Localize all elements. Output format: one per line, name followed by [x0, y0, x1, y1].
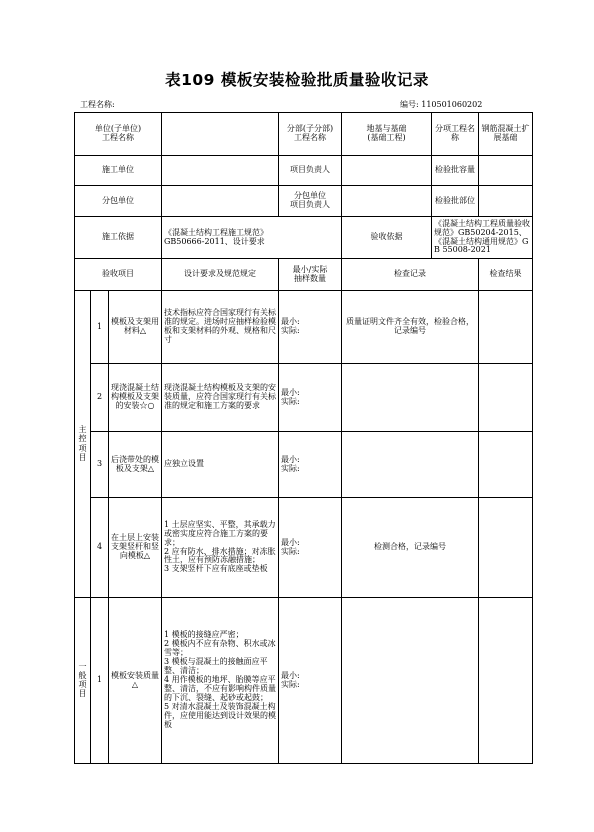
col-record-header: 检查记录: [342, 259, 479, 291]
item-requirement: 1 模板的接缝应严密； 2 模板内不应有杂物、积水或冰雪等； 3 模板与混凝土的接触面应平整、清洁； 4 用作模板的地坪、胎膜等应平整、清洁，不应有影响构件质量的下沉、裂缝、起砂或起鼓； 5 对清水混凝土及装饰混凝土构件，应使用能达到设计效果的模板: [162, 598, 279, 764]
subcontract-unit-label: 分包单位: [75, 186, 162, 217]
acceptance-table: [74, 112, 533, 764]
item-requirement: 现浇混凝土结构模板及支架的安装质量，应符合国家现行有关标准的规定和施工方案的要求: [162, 364, 279, 432]
item-number: 1: [91, 291, 109, 364]
check-result[interactable]: [479, 364, 533, 432]
sample-count[interactable]: 最小: 实际:: [279, 598, 342, 764]
check-result[interactable]: [479, 432, 533, 498]
item-requirement: 技术指标应符合国家现行有关标准的规定。进场时应抽样检验模板和支架材料的外观、规格和尺寸: [162, 291, 279, 364]
check-result[interactable]: [479, 498, 533, 598]
sample-count[interactable]: 最小: 实际:: [279, 291, 342, 364]
main-control-group-label: 主控项目: [75, 291, 91, 598]
table-row: [75, 498, 533, 598]
basis-value: 《混凝土结构工程施工规范》 GB50666-2011、设计要求: [162, 217, 342, 259]
item-requirement: 应独立设置: [162, 432, 279, 498]
sample-count[interactable]: 最小: 实际:: [279, 432, 342, 498]
unit-project-label: 单位(子单位) 工程名称: [75, 113, 162, 156]
item-name: 模板安装质量△: [109, 598, 162, 764]
item-name: 在土层上安装支架竖杆和竖向模板△: [109, 498, 162, 598]
acceptance-basis-value: 《混凝土结构工程质量验收规范》GB50204-2015、《混凝土结构通用规范》GB 55008-2021: [432, 217, 533, 259]
item-name: 模板及支架用材料△: [109, 291, 162, 364]
col-item-header: 验收项目: [75, 259, 162, 291]
sub-project-value: 地基与基础 (基础工程): [342, 113, 432, 156]
project-lead-label: 项目负责人: [279, 156, 342, 186]
page-title: 表109 模板安装检验批质量验收记录: [165, 71, 429, 89]
item-project-label: 分项工程名称: [432, 113, 479, 156]
sub-project-label: 分部(子分部) 工程名称: [279, 113, 342, 156]
check-record[interactable]: [342, 432, 479, 498]
batch-location-label: 检验批部位: [432, 186, 479, 217]
batch-location-value[interactable]: [479, 186, 533, 217]
construction-unit-value[interactable]: [162, 156, 279, 186]
item-number: 3: [91, 432, 109, 498]
table-row: [75, 432, 533, 498]
item-number: 4: [91, 498, 109, 598]
check-record[interactable]: [342, 598, 479, 764]
check-result[interactable]: [479, 291, 533, 364]
check-record: 质量证明文件齐全有效，检验合格，记录编号: [342, 291, 479, 364]
subcontract-lead-label: 分包单位 项目负责人: [279, 186, 342, 217]
sample-count[interactable]: 最小: 实际:: [279, 498, 342, 598]
check-record[interactable]: [342, 364, 479, 432]
batch-capacity-value[interactable]: [479, 156, 533, 186]
project-name-label: 工程名称:: [80, 100, 115, 109]
item-requirement: 1 土层应坚实、平整，其承载力或密实度应符合施工方案的要求； 2 应有防水、排水措施；对冻胀性土，应有预防冻融措施； 3 支架竖杆下应有底座或垫板: [162, 498, 279, 598]
table-row: [75, 364, 533, 432]
table-row: [75, 598, 533, 764]
col-requirement-header: 设计要求及规范规定: [162, 259, 279, 291]
table-row: [75, 291, 533, 364]
acceptance-basis-label: 验收依据: [342, 217, 432, 259]
item-name: 后浇带处的模板及支架△: [109, 432, 162, 498]
project-lead-value[interactable]: [342, 156, 432, 186]
col-sample-header: 最小/实际 抽样数量: [279, 259, 342, 291]
subcontract-unit-value[interactable]: [162, 186, 279, 217]
item-project-value: 钢筋混凝土扩展基础: [479, 113, 533, 156]
batch-capacity-label: 检验批容量: [432, 156, 479, 186]
basis-label: 施工依据: [75, 217, 162, 259]
subcontract-lead-value[interactable]: [342, 186, 432, 217]
item-number: 1: [91, 598, 109, 764]
col-result-header: 检查结果: [479, 259, 533, 291]
construction-unit-label: 施工单位: [75, 156, 162, 186]
item-name: 现浇混凝土结构模板及支架的安装☆○: [109, 364, 162, 432]
serial-number: 编号: 110501060202: [400, 100, 483, 109]
check-record: 检测合格，记录编号: [342, 498, 479, 598]
unit-project-value[interactable]: [162, 113, 279, 156]
item-number: 2: [91, 364, 109, 432]
general-group-label: 一般项目: [75, 598, 91, 764]
sample-count[interactable]: 最小: 实际:: [279, 364, 342, 432]
check-result[interactable]: [479, 598, 533, 764]
